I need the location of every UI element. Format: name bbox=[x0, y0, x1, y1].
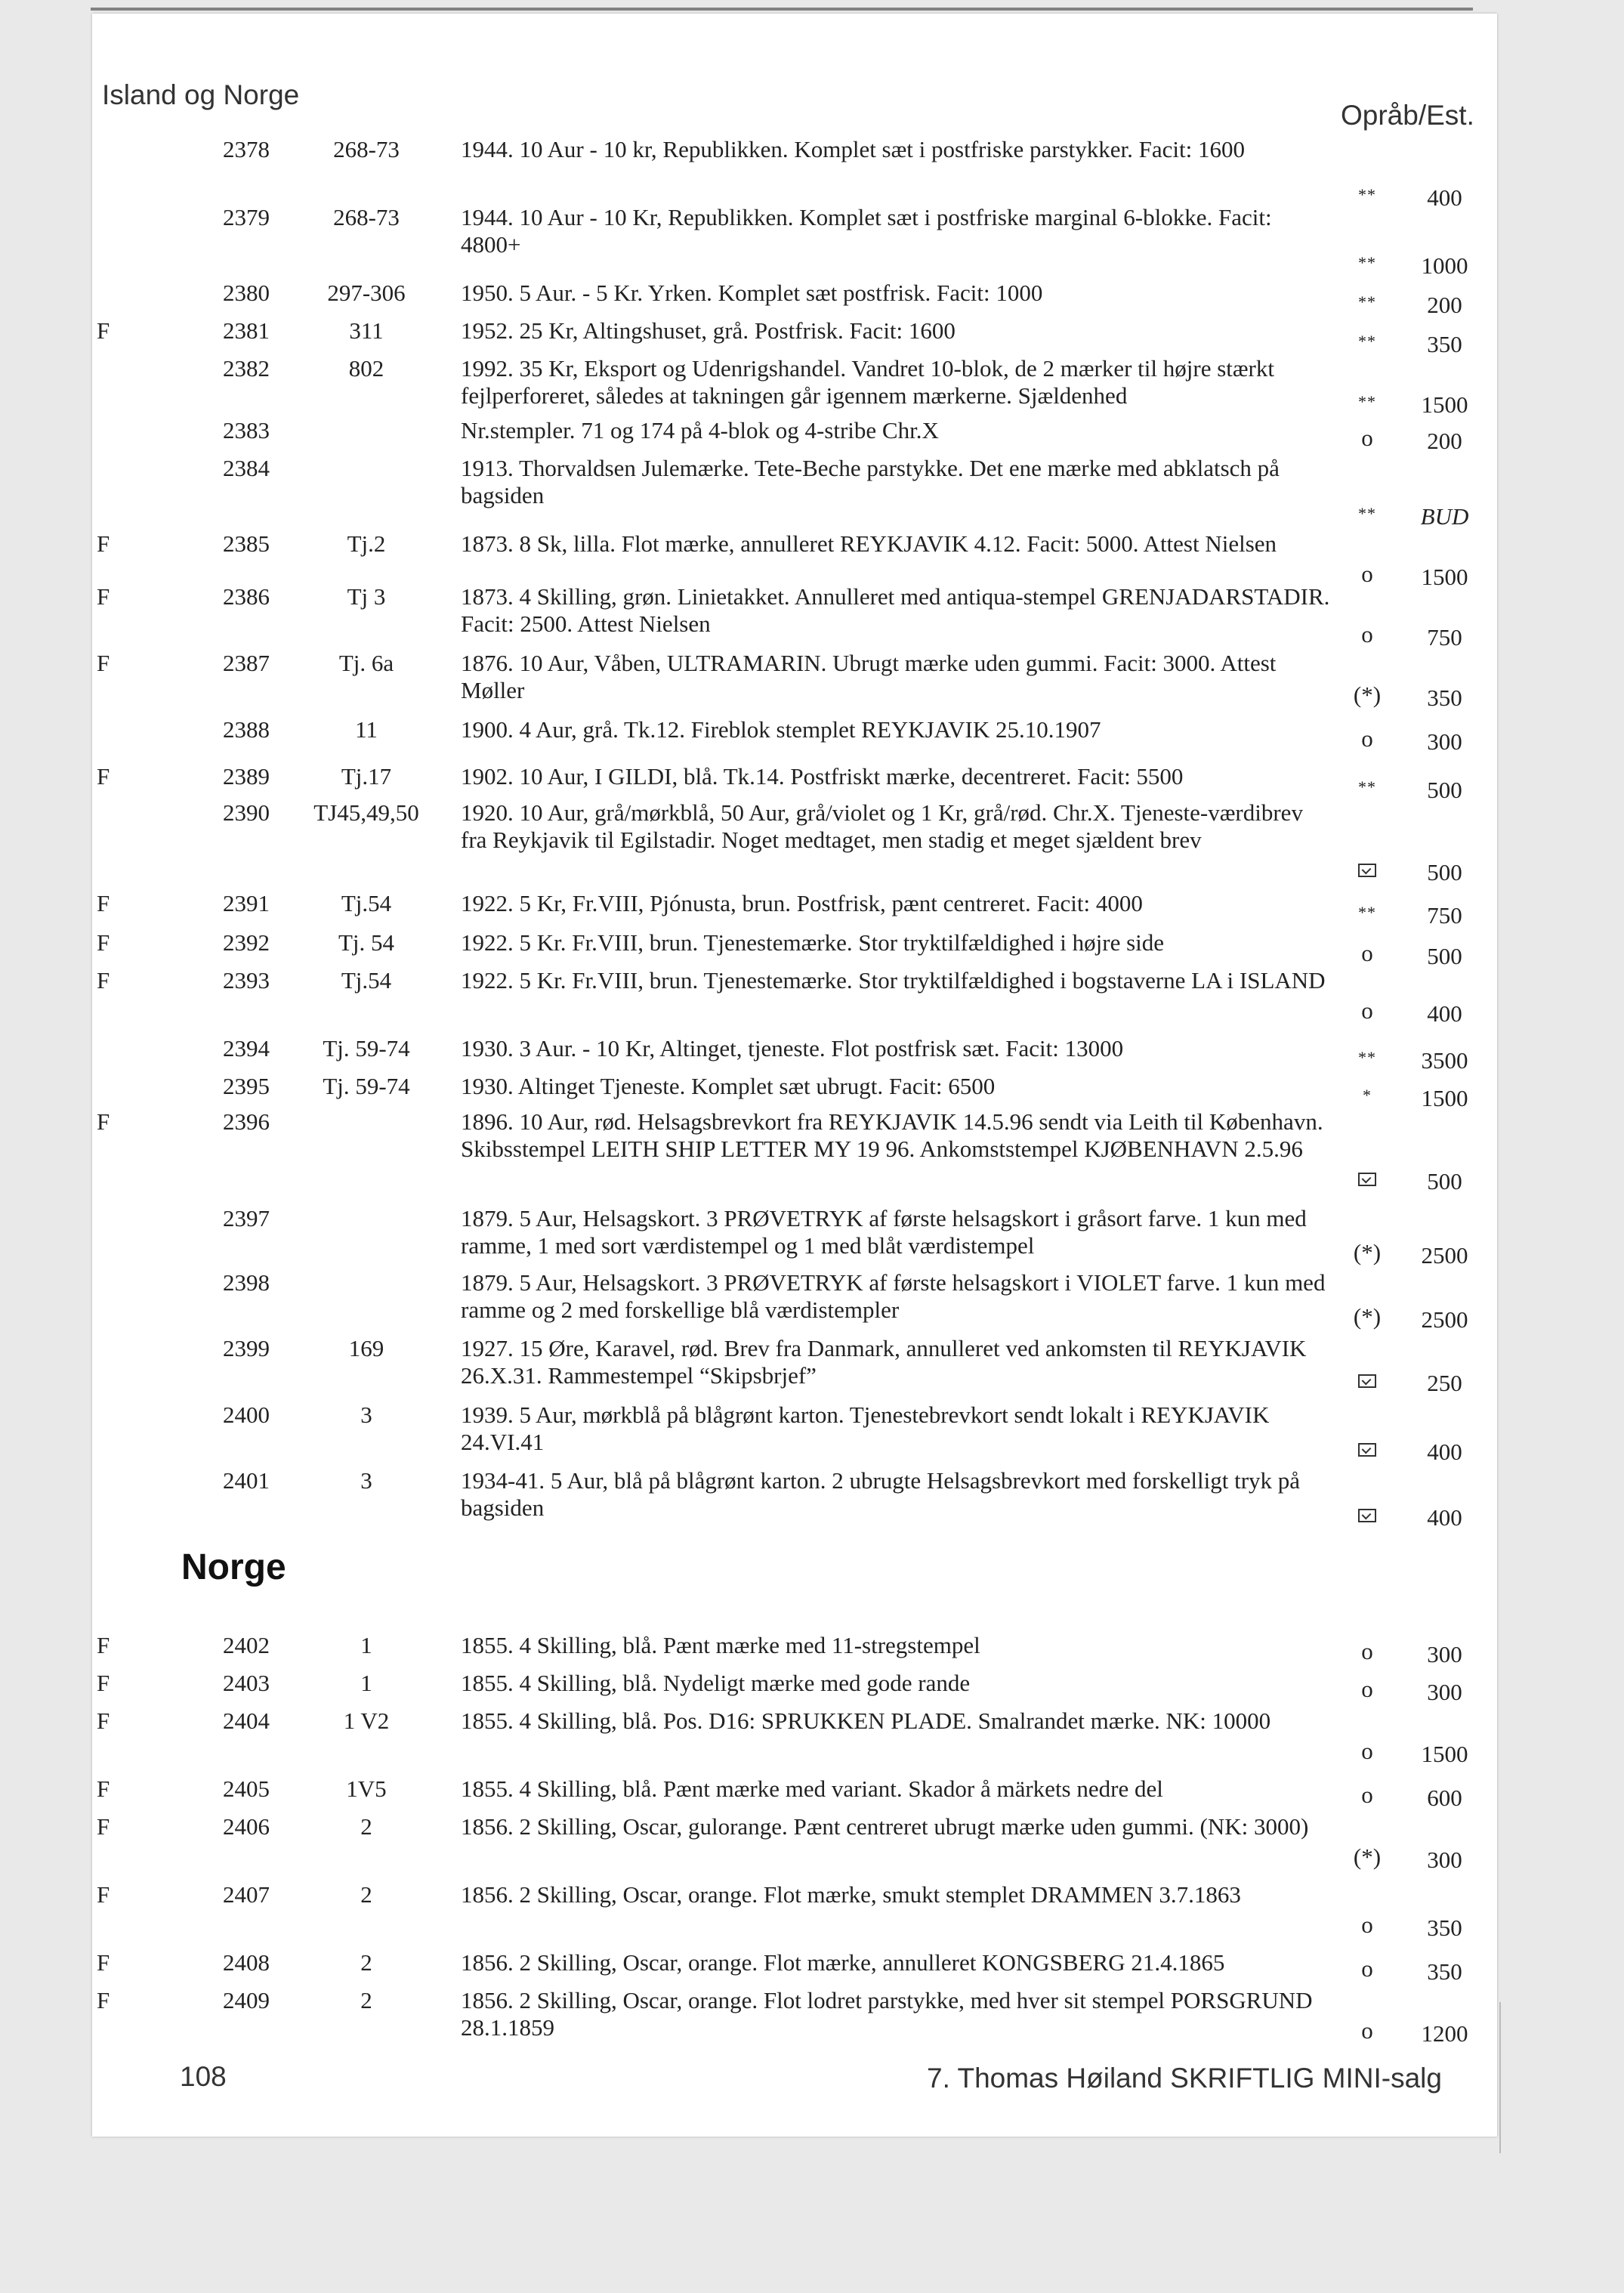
lot-number: 2386 bbox=[223, 583, 270, 610]
lot-number: 2393 bbox=[223, 967, 270, 994]
catalog-number: 268-73 bbox=[333, 136, 400, 162]
estimate-value: 400 bbox=[1427, 1439, 1462, 1465]
lot-flag: F bbox=[97, 1987, 110, 2013]
estimate-value: 500 bbox=[1427, 777, 1462, 803]
catalog-number: 11 bbox=[355, 716, 378, 743]
catalog-number: 1 V2 bbox=[343, 1707, 390, 1734]
lot-flag: F bbox=[97, 1707, 110, 1734]
envelope-icon bbox=[1358, 1509, 1376, 1522]
condition-symbol: ** bbox=[1358, 504, 1376, 523]
estimate-value: 600 bbox=[1427, 1785, 1462, 1811]
lot-flag: F bbox=[97, 1670, 110, 1696]
lot-description: 1920. 10 Aur, grå/mørkblå, 50 Aur, grå/violet og 1 Kr, grå/rød. Chr.X. Tjeneste-værdibrev fra Reykjavik til Egilstadir. Noget medtaget, men stadig et meget sjældent brev bbox=[461, 799, 1303, 853]
estimate-value: 750 bbox=[1427, 902, 1462, 929]
condition-symbol: o bbox=[1361, 561, 1373, 587]
lot-number: 2396 bbox=[223, 1108, 270, 1135]
catalog-number: Tj.2 bbox=[347, 530, 386, 557]
lot-flag: F bbox=[97, 1881, 110, 1908]
lot-number: 2400 bbox=[223, 1401, 270, 1428]
lot-number: 2387 bbox=[223, 650, 270, 676]
condition-symbol: (*) bbox=[1353, 681, 1382, 708]
condition-symbol: ** bbox=[1358, 903, 1376, 922]
condition-symbol: * bbox=[1363, 1086, 1372, 1105]
catalog-number: Tj.17 bbox=[341, 763, 392, 790]
estimate-value: 3500 bbox=[1421, 1047, 1468, 1074]
lot-number: 2392 bbox=[223, 929, 270, 956]
lot-flag: F bbox=[97, 1632, 110, 1658]
lot-flag: F bbox=[97, 1813, 110, 1840]
catalog-number: 311 bbox=[349, 317, 384, 344]
condition-symbol: o bbox=[1361, 725, 1373, 752]
envelope-icon bbox=[1358, 1443, 1376, 1457]
catalog-number: Tj. 54 bbox=[338, 929, 395, 956]
catalog-number: 268-73 bbox=[333, 204, 400, 230]
catalog-number: Tj. 59-74 bbox=[323, 1073, 410, 1099]
estimate-value: 500 bbox=[1427, 1168, 1462, 1194]
lot-number: 2407 bbox=[223, 1881, 270, 1908]
catalog-number: 1V5 bbox=[346, 1775, 387, 1802]
running-header: Island og Norge bbox=[102, 79, 300, 110]
estimate-value: 1500 bbox=[1421, 564, 1468, 590]
lot-description: 1952. 25 Kr, Altingshuset, grå. Postfrisk. Facit: 1600 bbox=[461, 317, 956, 344]
lot-number: 2379 bbox=[223, 204, 270, 230]
condition-symbol: o bbox=[1361, 1638, 1373, 1664]
condition-symbol: (*) bbox=[1353, 1843, 1382, 1870]
lot-description: 1873. 4 Skilling, grøn. Linietakket. Annulleret med antiqua-stempel GRENJADARSTADIR. Facit: 2500. Attest Nielsen bbox=[461, 583, 1330, 637]
lot-number: 2406 bbox=[223, 1813, 270, 1840]
lot-description: 1922. 5 Kr. Fr.VIII, brun. Tjenestemærke. Stor tryktilfældighed i højre side bbox=[461, 929, 1165, 956]
lot-description: 1922. 5 Kr, Fr.VIII, Pjónusta, brun. Postfrisk, pænt centreret. Facit: 4000 bbox=[461, 890, 1143, 916]
lot-description: 1913. Thorvaldsen Julemærke. Tete-Beche parstykke. Det ene mærke med abklatsch på bagsiden bbox=[461, 455, 1280, 508]
lot-number: 2402 bbox=[223, 1632, 270, 1658]
estimate-value: 1500 bbox=[1421, 391, 1468, 418]
condition-symbol: o bbox=[1361, 997, 1373, 1024]
cover-icon bbox=[1337, 1435, 1397, 1463]
estimate-value: 1200 bbox=[1421, 2020, 1468, 2047]
catalog-number: 169 bbox=[348, 1335, 384, 1361]
condition-symbol: o bbox=[1361, 1911, 1373, 1938]
estimate-value: 1500 bbox=[1421, 1085, 1468, 1111]
estimate-value: 300 bbox=[1427, 1641, 1462, 1667]
lot-description: 1879. 5 Aur, Helsagskort. 3 PRØVETRYK af første helsagskort i gråsort farve. 1 kun med ramme, 1 med sort værdistempel og 1 med blåt værdistempel bbox=[461, 1205, 1307, 1259]
catalog-number: Tj.54 bbox=[341, 890, 392, 916]
lot-description: 1900. 4 Aur, grå. Tk.12. Fireblok stemplet REYKJAVIK 25.10.1907 bbox=[461, 716, 1101, 743]
lot-description: 1876. 10 Aur, Våben, ULTRAMARIN. Ubrugt mærke uden gummi. Facit: 3000. Attest Møller bbox=[461, 650, 1277, 703]
lot-description: 1855. 4 Skilling, blå. Pænt mærke med variant. Skador å märkets nedre del bbox=[461, 1775, 1163, 1802]
lot-number: 2388 bbox=[223, 716, 270, 743]
scan-top-edge bbox=[91, 8, 1473, 11]
estimate-value: 500 bbox=[1427, 943, 1462, 969]
catalog-number: Tj.54 bbox=[341, 967, 392, 994]
cover-icon bbox=[1337, 1501, 1397, 1528]
lot-number: 2382 bbox=[223, 355, 270, 382]
lot-number: 2401 bbox=[223, 1467, 270, 1494]
cover-icon bbox=[1337, 1165, 1397, 1192]
lot-flag: F bbox=[97, 763, 110, 790]
estimate-value: 1500 bbox=[1421, 1741, 1468, 1767]
catalog-number: Tj 3 bbox=[347, 583, 386, 610]
condition-symbol: o bbox=[1361, 1782, 1373, 1808]
estimate-value: 400 bbox=[1427, 1504, 1462, 1531]
estimate-value: 200 bbox=[1427, 428, 1462, 454]
condition-symbol: ** bbox=[1358, 253, 1376, 272]
section-heading-norge: Norge bbox=[181, 1547, 286, 1587]
lot-number: 2384 bbox=[223, 455, 270, 481]
lot-description: 1944. 10 Aur - 10 Kr, Republikken. Komplet sæt i postfriske marginal 6-blokke. Facit: 4800+ bbox=[461, 204, 1272, 258]
lot-number: 2383 bbox=[223, 417, 270, 443]
lot-description: 1855. 4 Skilling, blå. Nydeligt mærke med gode rande bbox=[461, 1670, 971, 1696]
lot-description: 1944. 10 Aur - 10 kr, Republikken. Komplet sæt i postfriske parstykker. Facit: 1600 bbox=[461, 136, 1246, 162]
catalog-number: 2 bbox=[360, 1813, 372, 1840]
cover-icon bbox=[1337, 1367, 1397, 1394]
estimate-value: 350 bbox=[1427, 331, 1462, 357]
lot-flag: F bbox=[97, 1108, 110, 1135]
estimate-value: 400 bbox=[1427, 184, 1462, 211]
catalog-number: 1 bbox=[360, 1670, 372, 1696]
condition-symbol: (*) bbox=[1353, 1303, 1382, 1330]
lot-number: 2408 bbox=[223, 1949, 270, 1976]
lot-description: 1922. 5 Kr. Fr.VIII, brun. Tjenestemærke. Stor tryktilfældighed i bogstaverne LA i ISLAND bbox=[461, 967, 1326, 994]
lot-flag: F bbox=[97, 583, 110, 610]
lot-description: 1902. 10 Aur, I GILDI, blå. Tk.14. Postfriskt mærke, decentreret. Facit: 5500 bbox=[461, 763, 1184, 790]
lot-number: 2397 bbox=[223, 1205, 270, 1231]
estimate-value: 300 bbox=[1427, 728, 1462, 755]
condition-symbol: o bbox=[1361, 1955, 1373, 1982]
lot-description: 1856. 2 Skilling, Oscar, gulorange. Pænt centreret ubrugt mærke uden gummi. (NK: 3000) bbox=[461, 1813, 1309, 1840]
lot-description: 1856. 2 Skilling, Oscar, orange. Flot mærke, smukt stemplet DRAMMEN 3.7.1863 bbox=[461, 1881, 1241, 1908]
lot-number: 2405 bbox=[223, 1775, 270, 1802]
condition-symbol: o bbox=[1361, 1738, 1373, 1764]
lot-number: 2403 bbox=[223, 1670, 270, 1696]
lot-description: 1927. 15 Øre, Karavel, rød. Brev fra Danmark, annulleret ved ankomsten til REYKJAVIK 26.X.31. Rammestempel “Skipsbrjef” bbox=[461, 1335, 1307, 1389]
lot-number: 2399 bbox=[223, 1335, 270, 1361]
lot-flag: F bbox=[97, 317, 110, 344]
lot-number: 2381 bbox=[223, 317, 270, 344]
catalog-number: 2 bbox=[360, 1949, 372, 1976]
lot-description: Nr.stempler. 71 og 174 på 4-blok og 4-stribe Chr.X bbox=[461, 417, 939, 443]
catalog-number: 1 bbox=[360, 1632, 372, 1658]
cover-icon bbox=[1337, 856, 1397, 883]
lot-description: 1930. Altinget Tjeneste. Komplet sæt ubrugt. Facit: 6500 bbox=[461, 1073, 996, 1099]
lot-flag: F bbox=[97, 530, 110, 557]
lot-description: 1855. 4 Skilling, blå. Pos. D16: SPRUKKEN PLADE. Smalrandet mærke. NK: 10000 bbox=[461, 1707, 1271, 1734]
envelope-icon bbox=[1358, 1173, 1376, 1186]
lot-description: 1950. 5 Aur. - 5 Kr. Yrken. Komplet sæt postfrisk. Facit: 1000 bbox=[461, 280, 1043, 306]
lot-number: 2380 bbox=[223, 280, 270, 306]
lot-description: 1879. 5 Aur, Helsagskort. 3 PRØVETRYK af første helsagskort i VIOLET farve. 1 kun med ramme og 2 med forskellige blå værdistempler bbox=[461, 1269, 1326, 1323]
catalog-number: 297-306 bbox=[327, 280, 406, 306]
estimate-value: 300 bbox=[1427, 1846, 1462, 1873]
lot-flag: F bbox=[97, 650, 110, 676]
lot-description: 1992. 35 Kr, Eksport og Udenrigshandel. Vandret 10-blok, de 2 mærker til højre stærkt fejlperforeret, således at takningen går igennem mærkerne. Sjældenhed bbox=[461, 355, 1274, 409]
lot-number: 2395 bbox=[223, 1073, 270, 1099]
estimate-value: 350 bbox=[1427, 1914, 1462, 1941]
estimate-value: 250 bbox=[1427, 1370, 1462, 1396]
lot-description: 1855. 4 Skilling, blå. Pænt mærke med 11-stregstempel bbox=[461, 1632, 980, 1658]
catalog-number: 2 bbox=[360, 1987, 372, 2013]
estimate-value: 2500 bbox=[1421, 1306, 1468, 1333]
auction-title: 7. Thomas Høiland SKRIFTLIG MINI-salg bbox=[927, 2063, 1442, 2094]
lot-number: 2378 bbox=[223, 136, 270, 162]
estimate-value: 350 bbox=[1427, 685, 1462, 711]
lot-number: 2389 bbox=[223, 763, 270, 790]
catalog-number: 2 bbox=[360, 1881, 372, 1908]
catalog-number: Tj. 6a bbox=[338, 650, 394, 676]
catalog-number: 3 bbox=[360, 1401, 372, 1428]
scan-edge-mark bbox=[1499, 2002, 1501, 2153]
condition-symbol: ** bbox=[1358, 292, 1376, 311]
estimate-value: 400 bbox=[1427, 1000, 1462, 1027]
estimate-value: 350 bbox=[1427, 1958, 1462, 1985]
catalog-number: Tj. 59-74 bbox=[323, 1035, 410, 1062]
estimate-value: 300 bbox=[1427, 1679, 1462, 1705]
estimate-value: 200 bbox=[1427, 292, 1462, 318]
lot-flag: F bbox=[97, 890, 110, 916]
lot-description: 1930. 3 Aur. - 10 Kr, Altinget, tjeneste. Flot postfrisk sæt. Facit: 13000 bbox=[461, 1035, 1124, 1062]
page-number: 108 bbox=[180, 2061, 227, 2092]
estimate-value: 500 bbox=[1427, 859, 1462, 885]
envelope-icon bbox=[1358, 1374, 1376, 1388]
lot-number: 2394 bbox=[223, 1035, 270, 1062]
catalog-number: 3 bbox=[360, 1467, 372, 1494]
condition-symbol: ** bbox=[1358, 392, 1376, 411]
catalog-number: 802 bbox=[348, 355, 384, 382]
lot-description: 1856. 2 Skilling, Oscar, orange. Flot mærke, annulleret KONGSBERG 21.4.1865 bbox=[461, 1949, 1225, 1976]
lot-description: 1896. 10 Aur, rød. Helsagsbrevkort fra REYKJAVIK 14.5.96 sendt via Leith til København. Skibsstempel LEITH SHIP LETTER MY 19 96. Ankomststempel KJØBENHAVN 2.5.96 bbox=[461, 1108, 1323, 1162]
lot-description: 1934-41. 5 Aur, blå på blågrønt karton. 2 ubrugte Helsagsbrevkort med forskelligt tryk på bagsiden bbox=[461, 1467, 1301, 1521]
condition-symbol: o bbox=[1361, 425, 1373, 451]
lot-number: 2385 bbox=[223, 530, 270, 557]
lot-flag: F bbox=[97, 967, 110, 994]
lot-number: 2404 bbox=[223, 1707, 270, 1734]
lot-number: 2409 bbox=[223, 1987, 270, 2013]
catalog-number: TJ45,49,50 bbox=[313, 799, 419, 826]
lot-description: 1873. 8 Sk, lilla. Flot mærke, annulleret REYKJAVIK 4.12. Facit: 5000. Attest Nielsen bbox=[461, 530, 1277, 557]
lot-number: 2391 bbox=[223, 890, 270, 916]
condition-symbol: o bbox=[1361, 2017, 1373, 2044]
estimate-column-label: Opråb/Est. bbox=[1341, 100, 1474, 131]
lot-number: 2398 bbox=[223, 1269, 270, 1296]
condition-symbol: o bbox=[1361, 621, 1373, 647]
condition-symbol: (*) bbox=[1353, 1239, 1382, 1265]
condition-symbol: o bbox=[1361, 1676, 1373, 1702]
lot-flag: F bbox=[97, 1949, 110, 1976]
envelope-icon bbox=[1358, 864, 1376, 877]
estimate-value: 2500 bbox=[1421, 1242, 1468, 1269]
lot-description: 1939. 5 Aur, mørkblå på blågrønt karton. Tjenestebrevkort sendt lokalt i REYKJAVIK 24.VI.41 bbox=[461, 1401, 1270, 1455]
estimate-value: 1000 bbox=[1421, 252, 1468, 279]
condition-symbol: ** bbox=[1358, 777, 1376, 796]
condition-symbol: o bbox=[1361, 940, 1373, 966]
lot-number: 2390 bbox=[223, 799, 270, 826]
condition-symbol: ** bbox=[1358, 332, 1376, 351]
lot-flag: F bbox=[97, 1775, 110, 1802]
lot-flag: F bbox=[97, 929, 110, 956]
estimate-value: 750 bbox=[1427, 624, 1462, 651]
condition-symbol: ** bbox=[1358, 1048, 1376, 1067]
estimate-value: BUD bbox=[1420, 503, 1469, 530]
lot-description: 1856. 2 Skilling, Oscar, orange. Flot lodret parstykke, med hver sit stempel PORSGRUND 28.1.1859 bbox=[461, 1987, 1313, 2041]
condition-symbol: ** bbox=[1358, 185, 1376, 204]
